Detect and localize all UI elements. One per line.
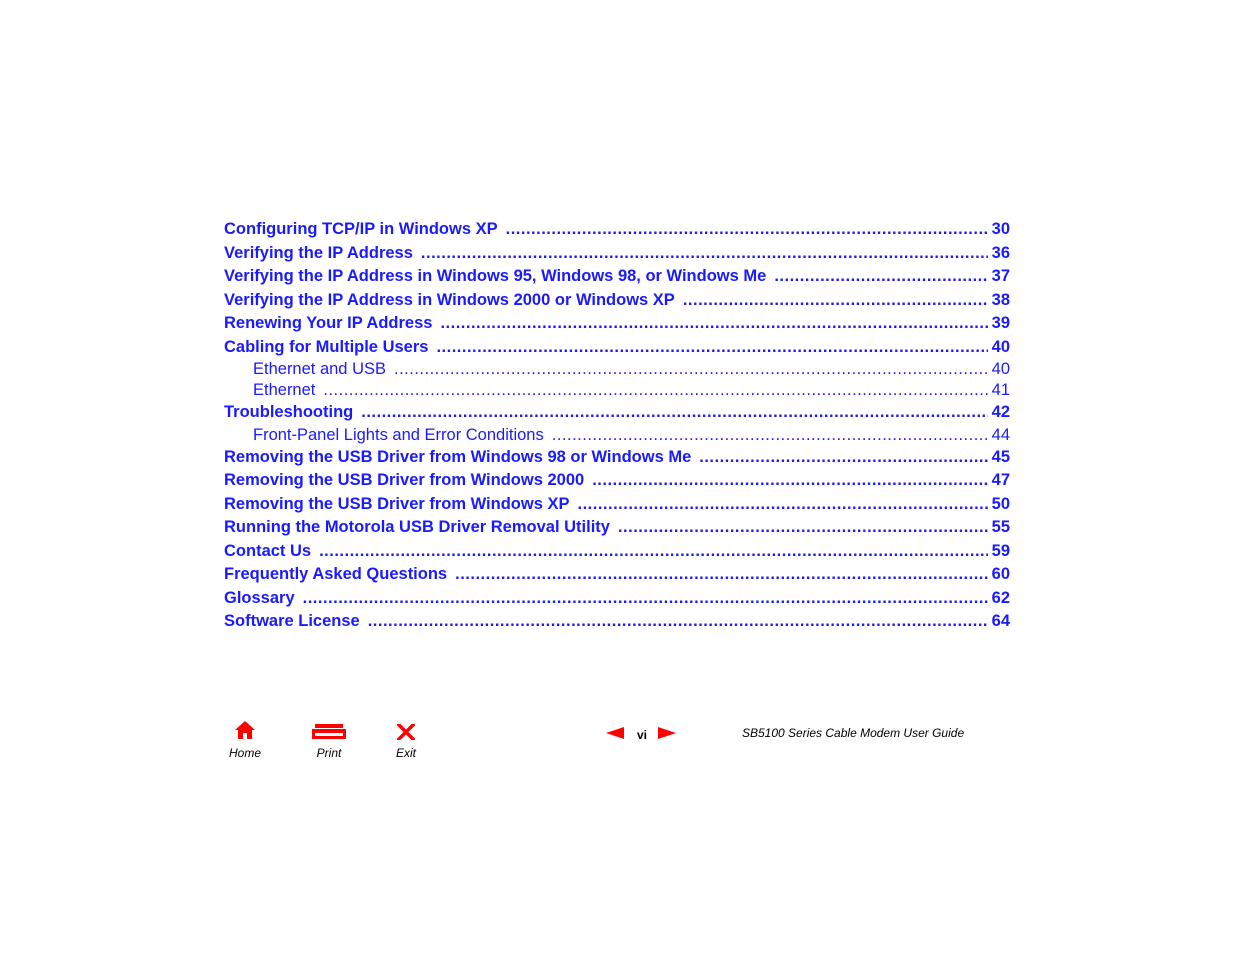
toc-entry-page: 59 bbox=[991, 541, 1010, 560]
toc-entry-title: Configuring TCP/IP in Windows XP bbox=[224, 220, 498, 238]
home-icon bbox=[234, 720, 256, 745]
toc-entry-title: Ethernet bbox=[253, 381, 316, 399]
toc-entry-page: 42 bbox=[991, 403, 1010, 421]
toc-entry-page: 44 bbox=[991, 425, 1010, 444]
toc-entry-page: 47 bbox=[991, 471, 1010, 489]
toc-entry[interactable] bbox=[224, 425, 1010, 446]
toc-entry-title: Removing the USB Driver from Windows XP bbox=[224, 494, 570, 513]
previous-page-button[interactable] bbox=[606, 726, 624, 744]
table-of-contents bbox=[224, 218, 1010, 634]
toc-entry-title: Renewing Your IP Address bbox=[224, 314, 433, 332]
home-label: Home bbox=[228, 746, 261, 760]
toc-entry-title: Front-Panel Lights and Error Conditions bbox=[253, 425, 544, 444]
toc-entry-title: Cabling for Multiple Users bbox=[224, 337, 429, 356]
toc-entry[interactable] bbox=[224, 312, 1010, 336]
toc-entry-page: 60 bbox=[991, 565, 1010, 583]
toc-entry[interactable] bbox=[224, 218, 1010, 242]
toc-entry-title: Running the Motorola USB Driver Removal Utility bbox=[224, 518, 610, 536]
toc-entry-page: 38 bbox=[991, 290, 1010, 309]
toc-entry[interactable] bbox=[224, 469, 1010, 493]
toc-leader-dots bbox=[618, 516, 988, 540]
toc-entry-page: 30 bbox=[991, 220, 1010, 238]
toc-entry-title: Software License bbox=[224, 612, 360, 630]
close-icon bbox=[397, 724, 415, 745]
toc-entry[interactable] bbox=[224, 446, 1010, 470]
toc-leader-dots bbox=[592, 469, 987, 493]
toc-entry-page: 50 bbox=[991, 494, 1010, 513]
toc-entry[interactable] bbox=[224, 380, 1010, 401]
toc-leader-dots bbox=[774, 265, 987, 289]
arrow-right-icon bbox=[658, 726, 676, 743]
toc-entry-page: 62 bbox=[991, 588, 1010, 607]
toc-entry-title: Removing the USB Driver from Windows 98 or Windows Me bbox=[224, 447, 692, 466]
toc-entry-title: Glossary bbox=[224, 588, 295, 607]
toc-entry-page: 64 bbox=[991, 612, 1010, 630]
toc-entry-title: Troubleshooting bbox=[224, 403, 354, 421]
toc-entry-page: 45 bbox=[991, 447, 1010, 466]
toc-leader-dots bbox=[323, 380, 987, 401]
toc-leader-dots bbox=[552, 425, 988, 446]
toc-entry-page: 55 bbox=[991, 518, 1010, 536]
toc-entry[interactable] bbox=[224, 336, 1010, 360]
toc-leader-dots bbox=[394, 359, 988, 380]
toc-entry-page: 37 bbox=[991, 267, 1010, 285]
toc-leader-dots bbox=[455, 563, 988, 587]
toc-entry[interactable] bbox=[224, 563, 1010, 587]
toc-leader-dots bbox=[436, 336, 987, 360]
toc-entry-title: Verifying the IP Address bbox=[224, 243, 413, 262]
toc-leader-dots bbox=[361, 401, 987, 425]
print-button[interactable] bbox=[309, 724, 349, 760]
toc-entry-page: 41 bbox=[991, 381, 1010, 399]
toc-entry[interactable] bbox=[224, 587, 1010, 611]
exit-label: Exit bbox=[395, 746, 416, 760]
toc-entry-page: 40 bbox=[991, 360, 1010, 378]
toc-entry-page: 39 bbox=[991, 314, 1010, 332]
exit-button[interactable] bbox=[393, 724, 419, 760]
toc-entry[interactable] bbox=[224, 265, 1010, 289]
toc-leader-dots bbox=[578, 493, 988, 517]
toc-leader-dots bbox=[319, 540, 988, 564]
toc-entry-title: Frequently Asked Questions bbox=[224, 565, 448, 583]
toc-entry-title: Verifying the IP Address in Windows 95, Windows 98, or Windows Me bbox=[224, 267, 767, 285]
toc-entry-page: 40 bbox=[991, 337, 1010, 356]
guide-title: SB5100 Series Cable Modem User Guide bbox=[742, 726, 965, 740]
print-label: Print bbox=[316, 746, 342, 760]
toc-entry[interactable] bbox=[224, 242, 1010, 266]
toc-entry-title: Ethernet and USB bbox=[253, 360, 386, 378]
toc-entry[interactable] bbox=[224, 610, 1010, 634]
toc-leader-dots bbox=[440, 312, 987, 336]
footer-navigation bbox=[0, 718, 1235, 758]
next-page-button[interactable] bbox=[658, 726, 676, 744]
toc-entry-title: Contact Us bbox=[224, 541, 312, 560]
page-number: vi bbox=[637, 728, 648, 742]
home-button[interactable] bbox=[226, 720, 264, 760]
toc-entry[interactable] bbox=[224, 401, 1010, 425]
toc-entry[interactable] bbox=[224, 493, 1010, 517]
toc-entry[interactable] bbox=[224, 359, 1010, 380]
toc-entry[interactable] bbox=[224, 289, 1010, 313]
pager bbox=[606, 726, 676, 744]
toc-entry-page: 36 bbox=[991, 243, 1010, 262]
printer-icon bbox=[311, 724, 347, 745]
toc-entry-title: Removing the USB Driver from Windows 2000 bbox=[224, 471, 585, 489]
toc-leader-dots bbox=[368, 610, 988, 634]
toc-entry[interactable] bbox=[224, 516, 1010, 540]
toc-leader-dots bbox=[699, 446, 987, 470]
toc-leader-dots bbox=[683, 289, 988, 313]
arrow-left-icon bbox=[606, 726, 624, 743]
toc-leader-dots bbox=[506, 218, 988, 242]
toc-leader-dots bbox=[303, 587, 988, 611]
toc-entry-title: Verifying the IP Address in Windows 2000 or Windows XP bbox=[224, 290, 675, 309]
toc-entry[interactable] bbox=[224, 540, 1010, 564]
toc-leader-dots bbox=[421, 242, 988, 266]
